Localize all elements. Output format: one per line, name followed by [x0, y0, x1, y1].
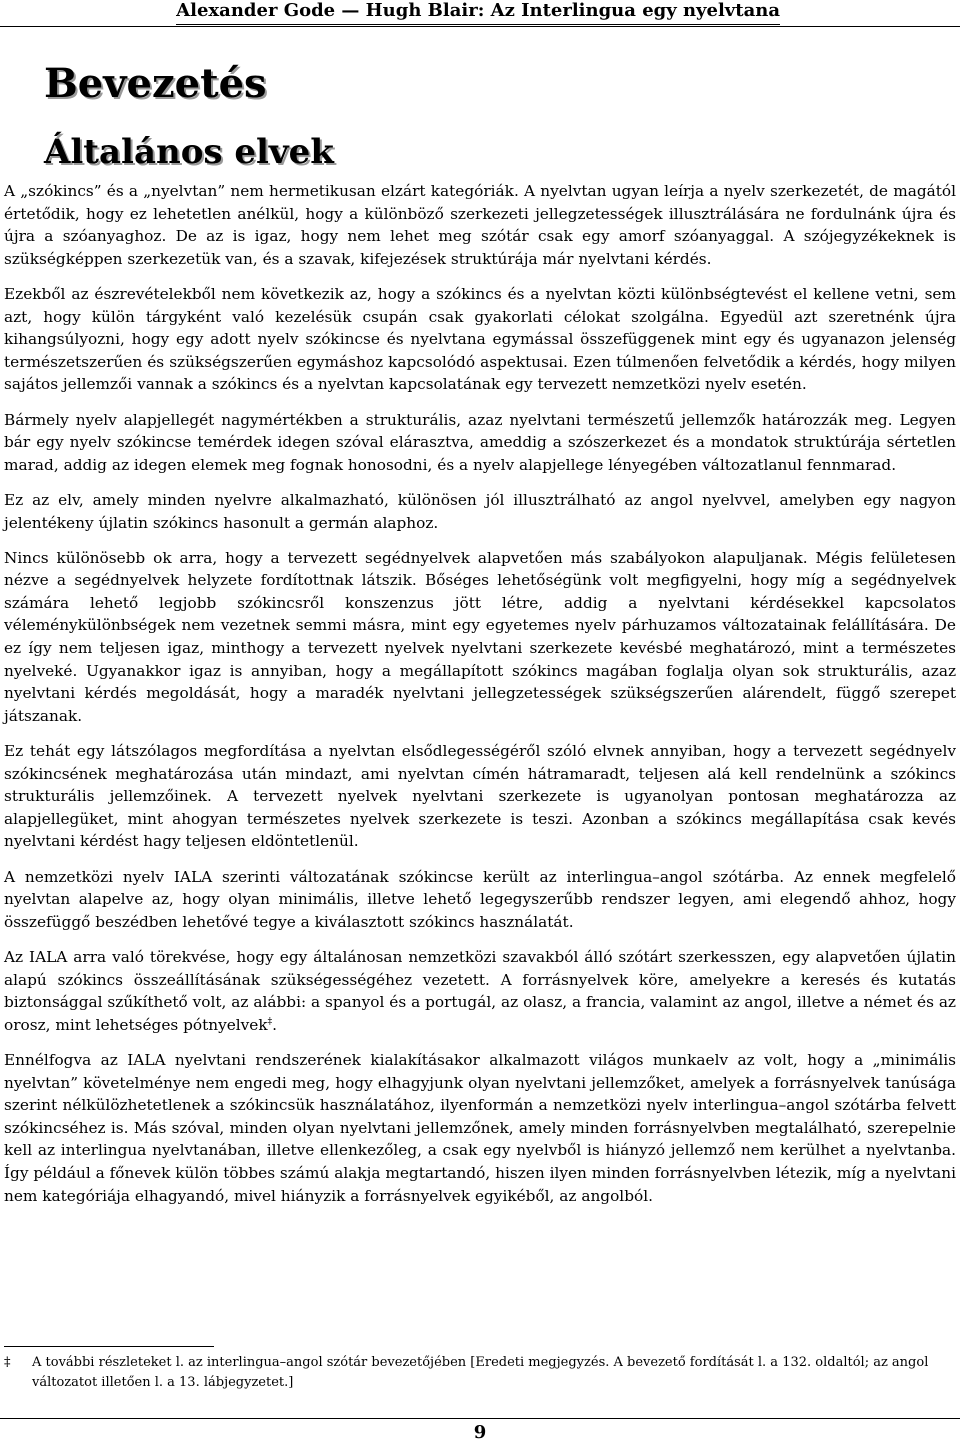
paragraph-8 [4, 946, 956, 1036]
paragraph-9: Ennélfogva az IALA nyelvtani rendszerének kialakításakor alkalmazott világos munkaelv az volt, hogy a „minimális nyelvtan” követelménye nem engedi meg, hogy elhagyjunk olyan nyelvtani jellemzőket, amelyek a forrásnyelvek tanúsága szerint nélkülözhetetlenek a szókincsük használatához, ilyenformán a nemzetközi nyelv interlingua–angol szótárba felvett szókincséhez is. Más szóval, minden olyan nyelvtani jellemzőnek, amely minden forrásnyelvben megtalálható, szerepelnie kell az interlingua nyelvtanában, illetve ellenkezőleg, a csak egy nyelvből is hiányzó jellemző nem kerülhet a nyelvtanba. Így például a főnevek külön többes számú alakja megtartandó, hiszen ilyen minden forrásnyelvben létezik, míg a nyelvtani nem kategóriája elhagyandó, mivel hiányzik a forrásnyelvek egyikéből, az angolból. [4, 1050, 956, 1205]
paragraph-3: Bármely nyelv alapjellegét nagymértékben a strukturális, azaz nyelvtani természetű jellemzők határozzák meg. Legyen bár egy nyelv szókincse temérdek idegen szóval elárasztva, ameddig a szószerkezet és a mondatok struktúrája sértetlen marad, addig az idegen elemek meg fognak honosodni, és a nyelv alapjellege lényegében változatlanul fennmarad. [4, 410, 956, 474]
header-rule [0, 26, 960, 27]
footer-rule [0, 1418, 960, 1419]
paragraph-6: Ez tehát egy látszólagos megfordítása a nyelvtan elsődlegességéről szóló elvnek annyiban, hogy a tervezett segédnyelv szókincsének meghatározása után mindazt, ami nyelvtan címén hátramaradt, teljesen alá kell rendelnünk a szókincs strukturális jellemzőinek. A tervezett nyelvek nyelvtani szerkezete is ugyanolyan pontosan meghatározza az alapjellegüket, mint ahogyan természetes nyelvek szerkezete is teszi. Azonban a szókincs megállapítása csak kevés nyelvtani kérdést hagy teljesen eldöntetlenül. [4, 742, 956, 851]
footnote-text: A további részleteket l. az interlingua–angol szótár bevezetőjében [Eredeti megjegyzés. A bevezető fordítását l. a 132. oldaltól; az angol változatot illetően l. a 13. lábjegyzetet.] [32, 1355, 929, 1390]
paragraph-7: A nemzetközi nyelv IALA szerinti változatának szókincse került az interlingua–angol szótárba. Az ennek megfelelő nyelvtan alapelve az, hogy olyan minimális, illetve lehető legegyszerűbb rendszer legyen, ami elegendő ahhoz, hogy összefüggő beszédben lehetővé tegye a kiválasztott szókincs használatát. [4, 867, 956, 931]
paragraph-5: Nincs különösebb ok arra, hogy a tervezett segédnyelvek alapvetően más szabályokon alapuljanak. Mégis felületesen nézve a segédnyelvek helyzete fordítottnak látszik. Bőséges lehetőségünk volt megfigyelni, hogy míg a segédnyelvek számára lehető legjobb szókincsről konszenzus jött létre, addig a nyelvtani kérdésekkel kapcsolatos véleménykülönbségek nem vezetnek semmi másra, mint egy egyetemes nyelv párhuzamos változatainak felállítására. De ez így nem teljesen igaz, minthogy a tervezett nyelvek nyelvtani szerkezete kevésbé meghatározó, mint a természetes nyelveké. Ugyanakkor igaz is annyiban, hogy a megállapított szókincs magában foglalja olyan sok strukturális, azaz nyelvtani kérdés megoldását, hogy a maradék nyelvtani jellegzetességek szükségszerűen alárendelt, függő szerepet játszanak. [4, 548, 956, 725]
paragraph-2: Ezekből az észrevételekből nem következik az, hogy a szókincs és a nyelvtan közti különbségtevést el kellene vetni, sem azt, hogy külön tárgyként való kezelésük csupán csak gyakorlati célokat szolgálna. Egyedül azt szeretnénk újra kihangsúlyozni, hogy egy adott nyelv szókincse és nyelvtana egymással összefüggenek mint egy és ugyanazon jelenség természetszerűen és szükségszerűen egymáshoz kapcsolódó aspektusai. Ezen túlmenően felvetődik a kérdés, hogy milyen sajátos jellemzői vannak a szókincs és a nyelvtan kapcsolatának egy tervezett nemzetközi nyelv esetén. [4, 284, 956, 394]
section-title: Általános elvek [44, 132, 334, 172]
page-number: 9 [473, 1422, 487, 1443]
paragraph-8-text: Az IALA arra való törekvése, hogy egy általánosan nemzetközi szavakból álló szótárt szerkesszen, egy alapvetően újlatin alapú szókincs összeállításának szükségességéhez vezetett. A forrásnyelvek köre, amelyekre a keresés és kutatás biztonsággal szűkíthető volt, az alábbi: a spanyol és a portugál, az olasz, a francia, valamint az angol, illetve a német és az orosz, mint lehetséges pótnyelvek [4, 947, 956, 1034]
footnote-marker: ‡ [4, 1355, 11, 1370]
body-text [4, 180, 956, 1220]
paragraph-8-end: . [272, 1015, 278, 1034]
paragraph-4: Ez az elv, amely minden nyelvre alkalmazható, különösen jól illusztrálható az angol nyelvvel, amelyben egy nagyon jelentékeny újlatin szókincs hasonult a germán alaphoz. [4, 490, 956, 532]
paragraph-1: A „szókincs” és a „nyelvtan” nem hermetikusan elzárt kategóriák. A nyelvtan ugyan leírja a nyelv szerkezetét, de magától értetődik, hogy ez lehetetlen anélkül, hogy a különböző szerkezeti jellegzetességek illusztrálására ne fordulnánk újra és újra a szóanyaghoz. De az is igaz, hogy nem lehet meg szótár csak egy amorf szóanyaggal. A szójegyzékeknek is szükségképpen szerkezetük van, és a szavak, kifejezések struktúrája már nyelvtani kérdés. [4, 182, 956, 268]
footnote [4, 1353, 956, 1393]
chapter-title: Bevezetés [44, 60, 267, 107]
footnote-rule [4, 1346, 214, 1347]
running-header: Alexander Gode — Hugh Blair: Az Interlingua egy nyelvtana [176, 0, 780, 25]
footnote-reference[interactable]: ‡ [267, 1016, 273, 1027]
